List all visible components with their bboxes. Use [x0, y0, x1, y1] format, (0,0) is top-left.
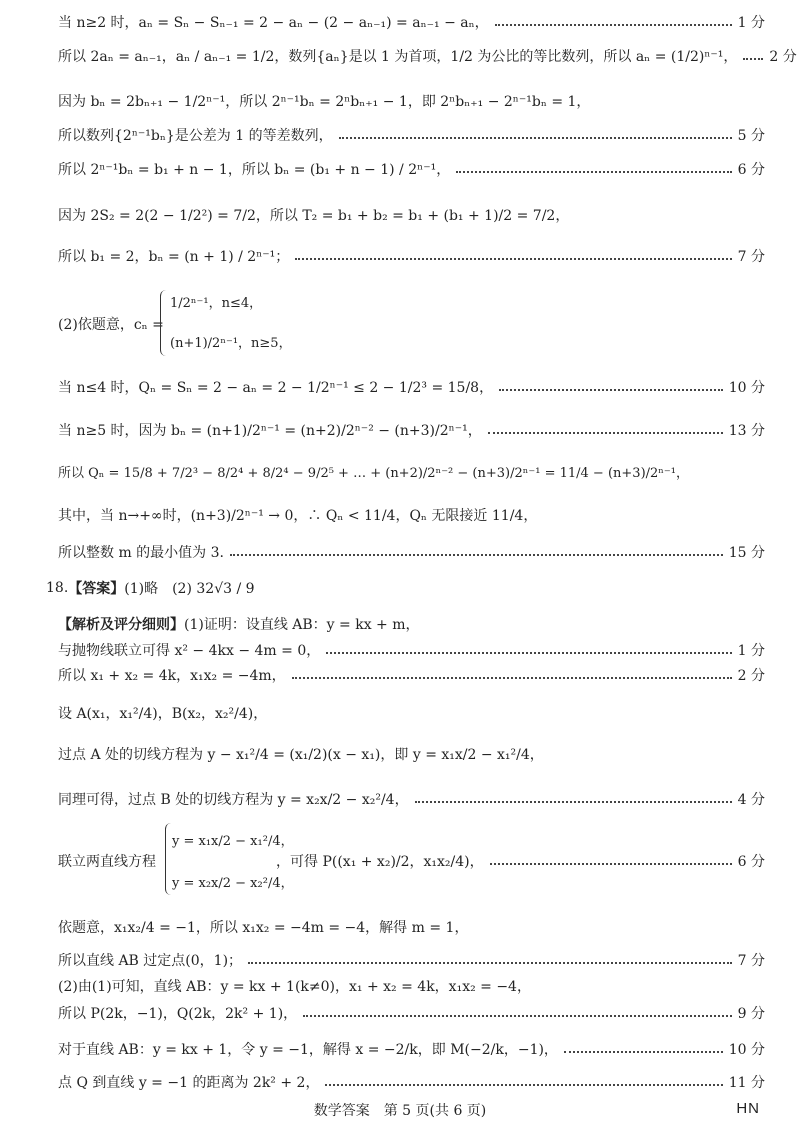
step-text: 点 Q 到直线 y = −1 的距离为 2k² + 2，: [58, 1075, 320, 1091]
step-text: (1)证明：设直线 AB：y = kx + m，: [184, 617, 420, 633]
step-line: [58, 462, 765, 481]
step-line: [58, 950, 765, 970]
analysis-header: [58, 614, 765, 634]
step-text: 所以数列{2ⁿ⁻¹bₙ}是公差为 1 的等差数列，: [58, 128, 333, 144]
step-text: 所以整数 m 的最小值为 3.: [58, 545, 224, 561]
step-line: [58, 1039, 765, 1059]
leader-dots: [488, 432, 723, 434]
leader-dots: [490, 863, 732, 865]
question-number: 18.: [46, 580, 69, 596]
step-text: 设 A(x₁，x₁²/4)，B(x₂，x₂²/4)，: [58, 706, 268, 722]
step-text: 过点 A 处的切线方程为 y − x₁²/4 = (x₁/2)(x − x₁)，即 y = x₁x/2 − x₁²/4，: [58, 747, 544, 763]
step-line: [58, 542, 765, 562]
answer-label: 【答案】: [68, 581, 125, 597]
step-score: 7 分: [737, 249, 765, 265]
leader-dots: [495, 24, 732, 26]
step-score: 10 分: [728, 1042, 765, 1058]
leader-dots: [339, 137, 732, 139]
leader-dots: [499, 389, 723, 391]
step-text: 所以直线 AB 过定点(0，1)；: [58, 953, 243, 969]
step-text: 所以 Qₙ = 15/8 + 7/2³ − 8/2⁴ + 8/2⁴ − 9/2⁵ + … + (n+2)/2ⁿ⁻² − (n+3)/2ⁿ⁻¹ = 11/4 − (n+3)/2ⁿ⁻¹，: [58, 466, 689, 481]
leader-dots: [326, 652, 731, 654]
page-footer: 数学答案 第 5 页(共 6 页): [313, 1103, 487, 1119]
step-text: 同理可得，过点 B 处的切线方程为 y = x₂x/2 − x₂²/4，: [58, 792, 409, 808]
step-line: [58, 1003, 765, 1023]
step-line: [58, 12, 765, 32]
step-text: 当 n≥2 时，aₙ = Sₙ − Sₙ₋₁ = 2 − aₙ − (2 − aₙ₋₁) = aₙ₋₁ − aₙ，: [58, 15, 489, 31]
leader-dots: [295, 258, 731, 260]
step-line: [58, 377, 765, 397]
step-line: [58, 665, 765, 685]
step-score: 2 分: [769, 49, 797, 65]
step-score: 1 分: [737, 643, 765, 659]
step-score: 10 分: [728, 380, 765, 396]
step-score: 4 分: [737, 792, 765, 808]
step-score: 11 分: [728, 1075, 765, 1091]
question-header: [46, 578, 765, 598]
step-line: [58, 420, 765, 440]
step-line: [58, 703, 765, 723]
leader-dots: [325, 1084, 722, 1086]
step-text: 所以 2aₙ = aₙ₋₁，aₙ / aₙ₋₁ = 1/2，数列{aₙ}是以 1 为首项，1/2 为公比的等比数列，所以 aₙ = (1/2)ⁿ⁻¹，: [58, 49, 738, 65]
step-score: 7 分: [737, 953, 765, 969]
step-score: 13 分: [728, 423, 765, 439]
step-score: 6 分: [737, 162, 765, 178]
step-line: [58, 159, 765, 179]
leader-dots: [292, 677, 732, 679]
case-row: 1/2ⁿ⁻¹，n≤4，: [170, 296, 263, 311]
step-score: 9 分: [737, 1006, 765, 1022]
step-score: 6 分: [737, 854, 765, 870]
step-text: 与抛物线联立可得 x² − 4kx − 4m = 0，: [58, 643, 321, 659]
leader-dots: [248, 962, 732, 964]
step-line: [58, 46, 797, 66]
step-text: (2)依题意，cₙ =: [58, 317, 164, 333]
step-text: 所以 2ⁿ⁻¹bₙ = b₁ + n − 1，所以 bₙ = (b₁ + n − 1) / 2ⁿ⁻¹，: [58, 162, 451, 178]
leader-dots: [230, 554, 723, 556]
step-text: 依题意，x₁x₂/4 = −1，所以 x₁x₂ = −4m = −4，解得 m = 1，: [58, 920, 469, 936]
step-line: [58, 205, 765, 225]
leader-dots: [415, 801, 732, 803]
case-row: (n+1)/2ⁿ⁻¹，n≥5，: [170, 336, 292, 351]
step-score: 15 分: [728, 545, 765, 561]
step-line: [58, 505, 765, 525]
step-line: [58, 917, 765, 937]
step-score: 5 分: [737, 128, 765, 144]
step-text: (2)由(1)可知，直线 AB：y = kx + 1(k≠0)，x₁ + x₂ = 4k，x₁x₂ = −4，: [58, 979, 531, 995]
step-line: [58, 789, 765, 809]
step-score: 1 分: [737, 15, 765, 31]
step-text: 当 n≥5 时，因为 bₙ = (n+1)/2ⁿ⁻¹ = (n+2)/2ⁿ⁻² − (n+3)/2ⁿ⁻¹，: [58, 423, 482, 439]
step-text: 因为 bₙ = 2bₙ₊₁ − 1/2ⁿ⁻¹，所以 2ⁿ⁻¹bₙ = 2ⁿbₙ₊₁ − 1，即 2ⁿbₙ₊₁ − 2ⁿ⁻¹bₙ = 1，: [58, 94, 591, 110]
step-text: 其中，当 n→+∞时，(n+3)/2ⁿ⁻¹ → 0，∴ Qₙ < 11/4，Qₙ 无限接近 11/4，: [58, 508, 538, 524]
step-text: 所以 P(2k，−1)，Q(2k，2k² + 1)，: [58, 1006, 298, 1022]
case-brace: [160, 290, 169, 356]
step-line: [58, 91, 765, 111]
case-row: y = x₂x/2 − x₂²/4，: [172, 876, 294, 891]
step-score: 2 分: [737, 668, 765, 684]
leader-dots: [743, 58, 763, 60]
step-line: [58, 246, 765, 266]
leader-dots: [564, 1051, 723, 1053]
step-line: [58, 976, 765, 996]
leader-dots: [456, 171, 731, 173]
answer-text: (1)略 (2) 32√3 / 9: [124, 581, 255, 597]
analysis-label: 【解析及评分细则】: [58, 617, 184, 633]
leader-dots: [303, 1015, 731, 1017]
step-line: [58, 1072, 765, 1092]
step-text: 联立两直线方程: [58, 854, 156, 870]
step-text: 对于直线 AB：y = kx + 1，令 y = −1，解得 x = −2/k，即 M(−2/k，−1)，: [58, 1042, 558, 1058]
step-text: 所以 x₁ + x₂ = 4k，x₁x₂ = −4m，: [58, 668, 286, 684]
step-line: [58, 640, 765, 660]
step-text: 当 n≤4 时，Qₙ = Sₙ = 2 − aₙ = 2 − 1/2ⁿ⁻¹ ≤ 2 − 1/2³ = 15/8，: [58, 380, 494, 396]
step-line: [58, 125, 765, 145]
step-text: 因为 2S₂ = 2(2 − 1/2²) = 7/2，所以 T₂ = b₁ + b₂ = b₁ + (b₁ + 1)/2 = 7/2，: [58, 208, 570, 224]
region-code: HN: [736, 1100, 760, 1117]
step-text: 所以 b₁ = 2，bₙ = (n + 1) / 2ⁿ⁻¹；: [58, 249, 290, 265]
case-row: y = x₁x/2 − x₁²/4，: [172, 834, 294, 849]
step-text: ，可得 P((x₁ + x₂)/2，x₁x₂/4)，: [276, 854, 484, 870]
step-line: [58, 744, 765, 764]
